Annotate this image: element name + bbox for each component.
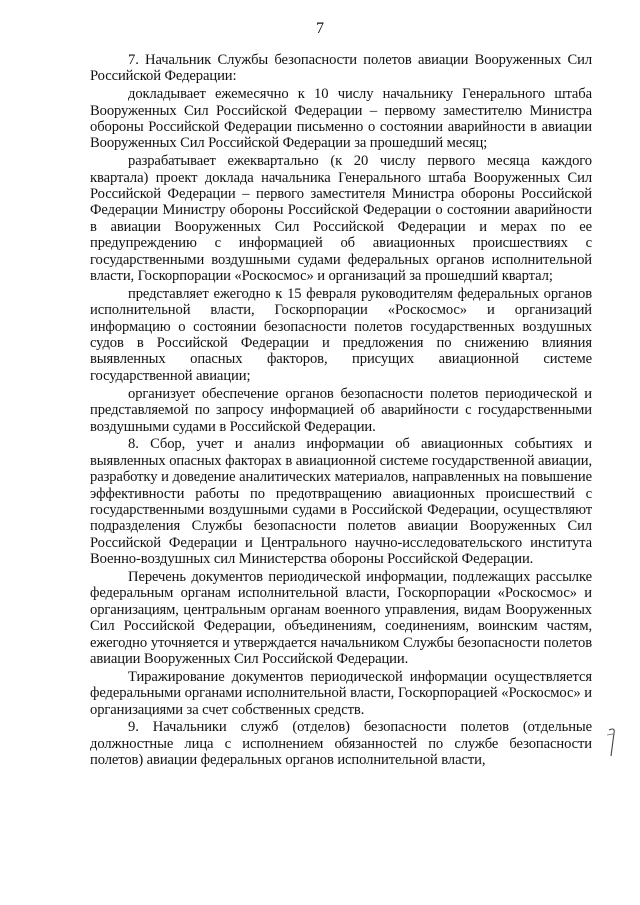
paragraph-7-heading: 7. Начальник Службы безопасности полетов авиации Вооруженных Сил Российской Федерации: (90, 52, 592, 85)
paragraph-document-list: Перечень документов периодической информации, подлежащих рассылке федеральным органам исполнительной власти, Госкорпорации «Роскосмос» и организациям, центральным органам военного управления, видам Вооруженных Сил Российской Федерации, объединениям, соединениям, воинским частям, ежегодно уточняется и утверждается начальником Службы безопасности полетов авиации Вооруженных Сил Российской Федерации. (90, 568, 592, 667)
document-body (90, 52, 592, 770)
paragraph-8: 8. Сбор, учет и анализ информации об авиационных событиях и выявленных опасных факторах в авиационной системе государственной авиации, разработку и доведение аналитических материалов, направленных на повышение эффективности работы по предотвращению авиационных происшествий с государственными воздушными судами в Российской Федерации, осуществляют подразделения Службы безопасности полетов авиации Вооруженных Сил Российской Федерации и Центрального научно-исследовательского института Военно-воздушных сил Министерства обороны Российской Федерации. (90, 436, 592, 568)
paragraph-replication: Тиражирование документов периодической информации осуществляется федеральными органами исполнительной власти, Госкорпорацией «Роскосмос» и организациями за счет собственных средств. (90, 668, 592, 718)
paragraph-9: 9. Начальники служб (отделов) безопасности полетов (отдельные должностные лица с исполнением обязанностей по службе безопасности полетов) авиации федеральных органов исполнительной власти, (90, 719, 592, 769)
page-number: 7 (316, 20, 324, 37)
paragraph-monthly-report: докладывает ежемесячно к 10 числу начальнику Генерального штаба Вооруженных Сил Российской Федерации – первому заместителю Министра обороны Российской Федерации письменно о состоянии аварийности в авиации Вооруженных Сил Российской Федерации за прошедший месяц; (90, 86, 592, 152)
paragraph-quarterly-report: разрабатывает ежеквартально (к 20 числу первого месяца каждого квартала) проект доклада начальника Генерального штаба Вооруженных Сил Российской Федерации – первого заместителя Министра обороны Российской Федерации Министру обороны Российской Федерации о состоянии аварийности в авиации Вооруженных Сил Российской Федерации и мерах по ее предупреждению с информацией об авиационных происшествиях с государственными воздушными судами федеральных органов исполнительной власти, Госкорпорации «Роскосмос» и организаций за прошедший квартал; (90, 153, 592, 285)
handwritten-margin-mark (604, 726, 620, 760)
paragraph-organizes-info: организует обеспечение органов безопасности полетов периодической и представляемой по запросу информацией об аварийности с государственными воздушными судами в Российской Федерации. (90, 385, 592, 435)
paragraph-annual-report: представляет ежегодно к 15 февраля руководителям федеральных органов исполнительной власти, Госкорпорации «Роскосмос» и организаций информацию о состоянии безопасности полетов государственных воздушных судов в Российской Федерации и предложения по снижению влияния выявленных опасных факторов, присущих авиационной системе государственной авиации; (90, 285, 592, 384)
